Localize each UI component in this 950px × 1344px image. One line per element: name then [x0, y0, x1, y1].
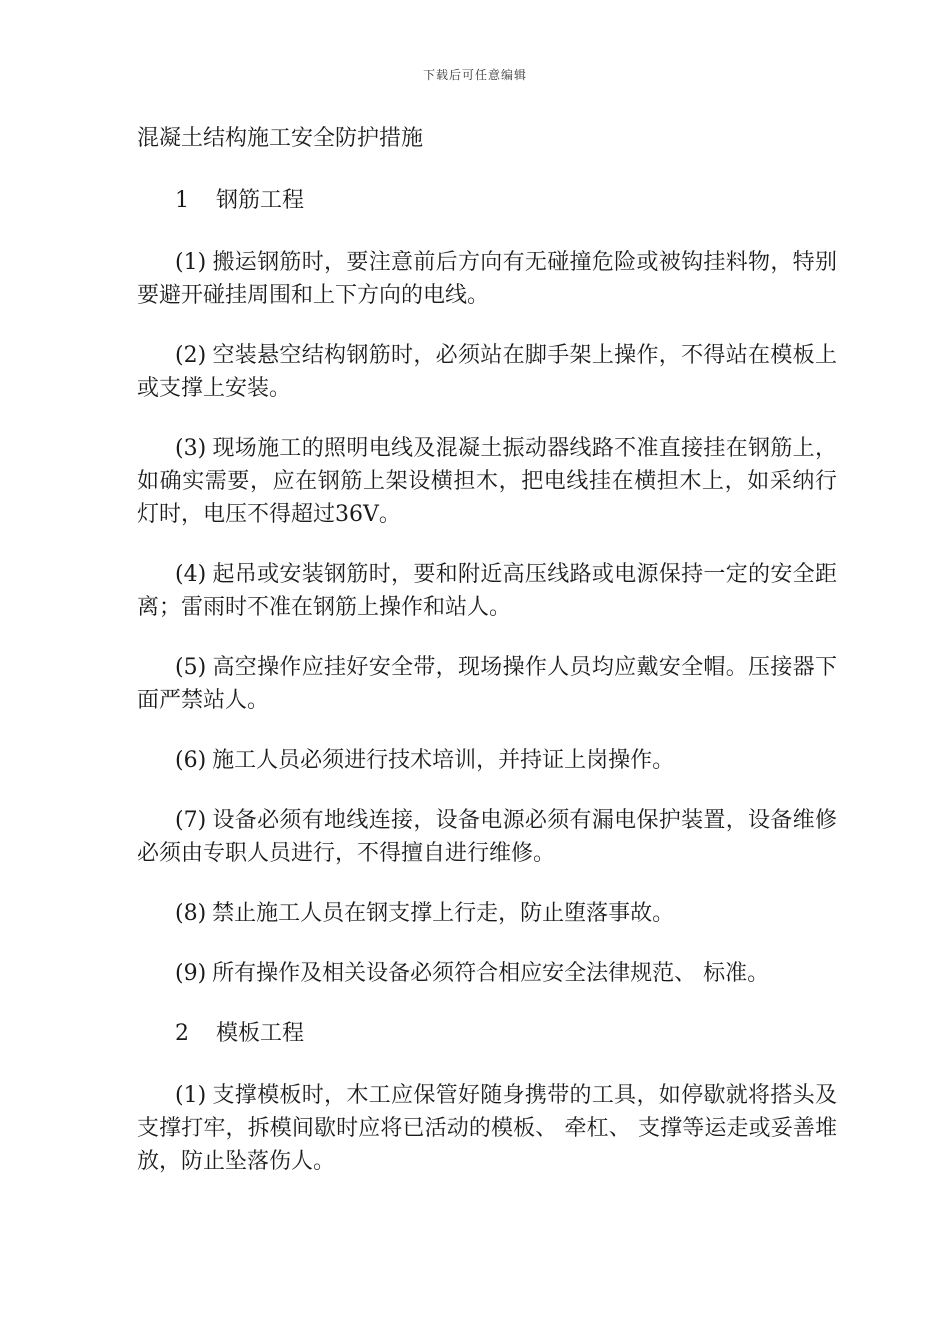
item-text: 设备必须有地线连接，设备电源必须有漏电保护装置，设备维修必须由专职人员进行，不得擅自进行维修。 — [137, 808, 837, 866]
item-marker: (1) — [175, 250, 207, 275]
item-marker: (9) — [175, 961, 207, 986]
item-marker: (2) — [175, 343, 207, 368]
list-item — [137, 1079, 837, 1178]
list-item — [137, 744, 837, 777]
section-number: 1 — [175, 188, 189, 213]
item-marker: (5) — [175, 655, 207, 680]
list-item — [137, 432, 837, 531]
section-number: 2 — [175, 1021, 189, 1046]
section-title: 模板工程 — [216, 1021, 305, 1046]
item-text: 禁止施工人员在钢支撑上行走，防止堕落事故。 — [212, 901, 675, 926]
item-text: 高空操作应挂好安全带，现场操作人员均应戴安全帽。压接器下面严禁站人。 — [137, 655, 837, 713]
document-title: 混凝土结构施工安全防护措施 — [137, 126, 424, 151]
list-item — [137, 558, 837, 624]
list-item — [137, 651, 837, 717]
item-text: 所有操作及相关设备必须符合相应安全法律规范、 标准。 — [212, 961, 770, 986]
section-title: 钢筋工程 — [216, 188, 305, 213]
item-marker: (1) — [175, 1083, 207, 1108]
item-text: 起吊或安装钢筋时，要和附近高压线路或电源保持一定的安全距离；雷雨时不准在钢筋上操作和站人。 — [137, 562, 837, 620]
item-text: 空装悬空结构钢筋时，必须站在脚手架上操作，不得站在模板上或支撑上安装。 — [137, 343, 837, 401]
list-item — [137, 246, 837, 312]
item-marker: (6) — [175, 748, 207, 773]
item-text: 现场施工的照明电线及混凝土振动器线路不准直接挂在钢筋上，如确实需要，应在钢筋上架设横担木，把电线挂在横担木上，如采纳行灯时，电压不得超过36V。 — [137, 436, 837, 527]
item-marker: (7) — [175, 808, 207, 833]
item-marker: (4) — [175, 562, 207, 587]
item-text: 搬运钢筋时，要注意前后方向有无碰撞危险或被钩挂料物，特别要避开碰挂周围和上下方向的电线。 — [137, 250, 837, 308]
list-item — [137, 897, 837, 930]
item-text: 施工人员必须进行技术培训，并持证上岗操作。 — [212, 748, 675, 773]
list-item — [137, 804, 837, 870]
item-text: 支撑模板时，木工应保管好随身携带的工具，如停歇就将搭头及支撑打牢，拆模间歇时应将已活动的模板、 牵杠、 支撑等运走或妥善堆放，防止坠落伤人。 — [137, 1083, 837, 1174]
page-header-note: 下载后可任意编辑 — [422, 68, 527, 82]
document-body — [137, 122, 837, 1205]
section-heading-formwork — [175, 1017, 837, 1050]
list-item — [137, 957, 837, 990]
section-heading-rebar — [175, 184, 837, 217]
list-item — [137, 339, 837, 405]
item-marker: (3) — [175, 436, 207, 461]
item-marker: (8) — [175, 901, 207, 926]
